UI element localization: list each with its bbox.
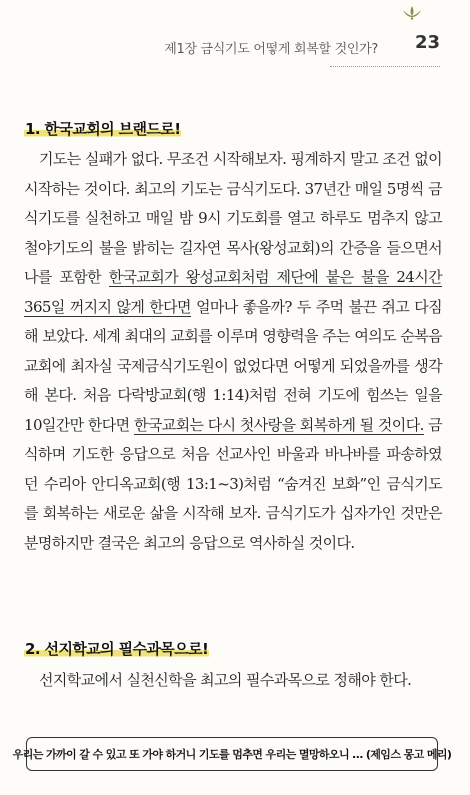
page-number: 23 bbox=[414, 32, 440, 53]
section-heading-2: 2. 선지학교의 필수과목으로! bbox=[25, 640, 209, 658]
underlined-phrase: 한국교회가 왕성교회처럼 제단에 붙은 불을 24시간 365일 꺼지지 않게 한다면 bbox=[24, 268, 443, 316]
paragraph-1: 기도는 실패가 없다. 무조건 시작해보자. 핑계하지 말고 조건 없이 시작하는 것이다. 최고의 기도는 금식기도다. 37년간 매일 5명씩 금식기도를 실천하고 매일 밤 9시 기도회를 열고 하루도 멈추지 않고 철야기도의 불을 밝히는 길자연 목사(왕성교회)의 간증을 들으면서 나를 포함한 한국교회가 왕성교회처럼 제단에 붙은 불을 24시간 365일 꺼지지 않게 한다면 얼마나 좋을까? 두 주먹 불끈 쥐고 다짐해 보았다. 세계 최대의 교회를 이루며 영향력을 주는 여의도 순복음교회에 최자실 국제금식기도원이 없었다면 어떻게 되었을까를 생각해 본다. 처음 다락방교회(행 1:14)처럼 전혀 기도에 힘쓰는 일을 10일간만 한다면 한국교회는 다시 첫사랑을 회복하게 될 것이다. 금식하며 기도한 응답으로 처음 선교사인 바울과 바나바를 파송하였던 수리아 안디옥교회(행 13:1~3)처럼 “숨겨진 보화”인 금식기도를 회복하는 새로운 삶을 시작해 보자. 금식기도가 십자가인 것만은 분명하지만 결국은 최고의 응답으로 역사하실 것이다. bbox=[24, 150, 443, 552]
quote-text: 우리는 가까이 갈 수 있고 또 가야 하거니 기도를 멈추면 우리는 멸망하오니 … (제임스 몽고 메리) bbox=[12, 748, 452, 761]
quote-box bbox=[12, 737, 452, 771]
paragraph-2: 선지학교에서 실천신학을 최고의 필수과목으로 정해야 한다. bbox=[39, 671, 412, 689]
chapter-title: 제1장 금식기도 어떻게 회복할 것인가? bbox=[164, 42, 378, 57]
header-divider bbox=[330, 66, 440, 67]
section-1-body bbox=[24, 145, 442, 558]
section-heading-1: 1. 한국교회의 브랜드로! bbox=[25, 120, 181, 138]
section-2-body bbox=[24, 666, 442, 696]
running-header bbox=[0, 30, 440, 60]
underlined-phrase: 한국교회는 다시 첫사랑을 회복하게 될 것이다. bbox=[133, 415, 424, 434]
lotus-ornament-icon bbox=[400, 4, 424, 20]
